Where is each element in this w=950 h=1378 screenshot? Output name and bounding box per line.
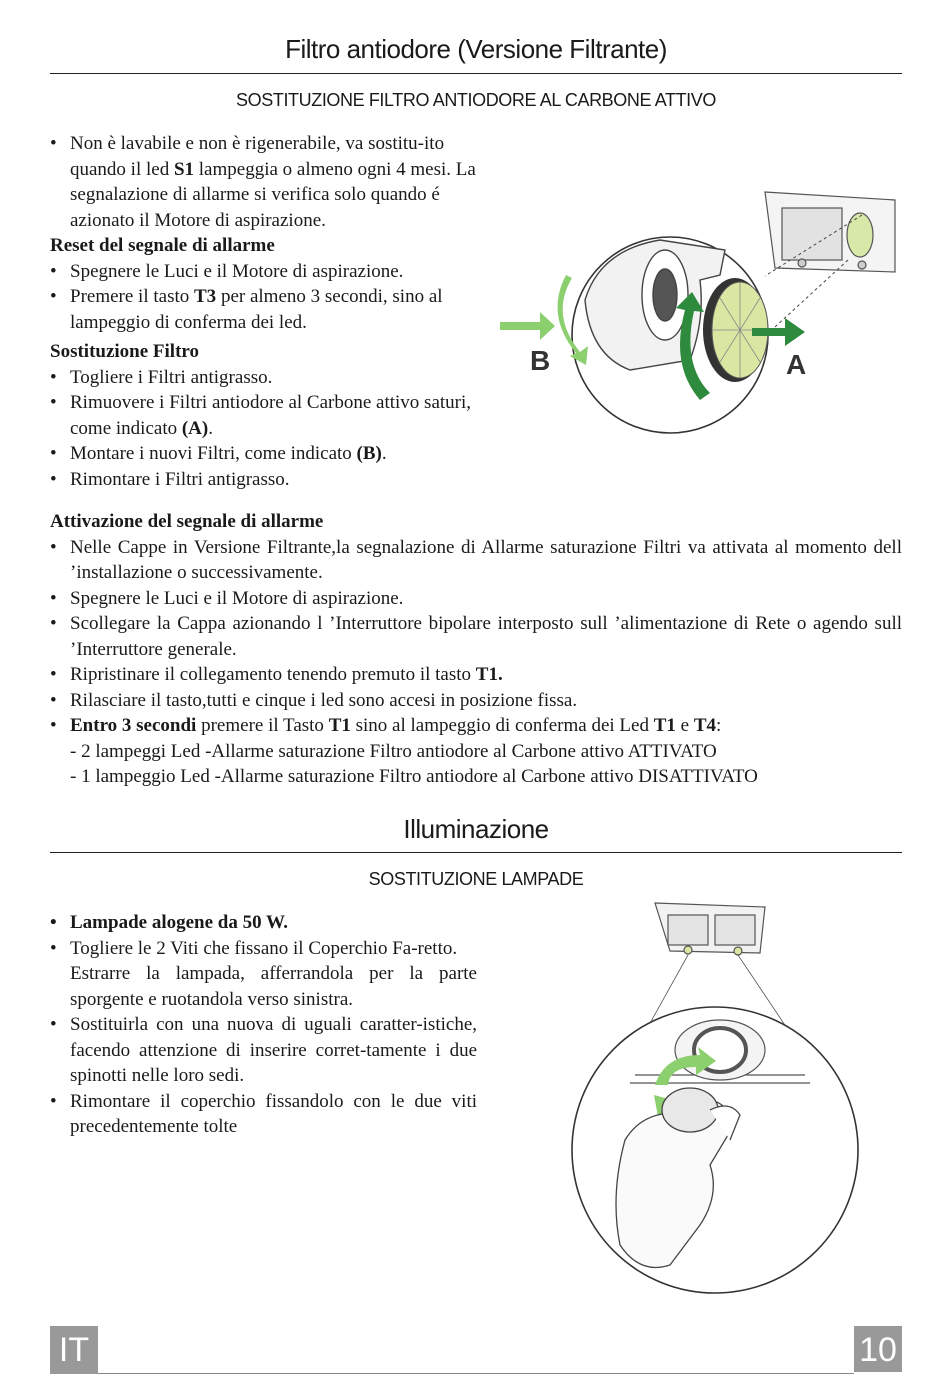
activate-list (50, 535, 902, 739)
label-a: A (786, 349, 807, 380)
list-item: • Ripristinare il collegamento tenendo premuto il tasto T1. (50, 662, 902, 688)
filter-replacement-illustration (490, 180, 910, 450)
lamp-replacement-illustration (570, 895, 870, 1300)
status-line-activated: - 2 lampeggi Led -Allarme saturazione Filtro antiodore al Carbone attivo ATTIVATO (70, 740, 717, 762)
activate-heading: Attivazione del segnale di allarme (50, 511, 324, 532)
lighting-list (50, 910, 477, 1140)
list-item: • Premere il tasto T3 per almeno 3 secondi, sino al lampeggio di conferma dei led. (50, 284, 477, 335)
list-item: • Spegnere le Luci e il Motore di aspirazione. (50, 259, 477, 285)
section-subtitle-lighting: SOSTITUZIONE LAMPADE (368, 869, 584, 889)
list-item: • Sostituirla con una nuova di uguali caratter-istiche, facendo attenzione di inserire corret-tamente i due spinotti nelle loro sedi. (50, 1012, 477, 1089)
status-line-deactivated: - 1 lampeggio Led -Allarme saturazione Filtro antiodore al Carbone attivo DISATTIVATO (70, 766, 758, 787)
section-rule (50, 852, 902, 853)
hood-bottom-icon (655, 903, 765, 955)
list-item: • Scollegare la Cappa azionando l ’Interruttore bipolare interposto sull ’alimentazione di Rete o agendo sull ’Interruttore generale. (50, 611, 902, 662)
section-rule (50, 73, 902, 74)
intro-list (50, 131, 477, 233)
list-item: • Lampade alogene da 50 W. (50, 910, 477, 936)
filter-instructions (50, 131, 477, 492)
list-item: • Rimontare il coperchio fissandolo con le due viti precedentemente tolte (50, 1089, 477, 1140)
activation-instructions (50, 509, 902, 790)
footer-rule (98, 1373, 854, 1374)
language-badge: IT (50, 1326, 98, 1374)
list-item: • Nelle Cappe in Versione Filtrante,la segnalazione di Allarme saturazione Filtri va attivata al momento dell ’installazione o successivamente. (50, 535, 902, 586)
page-number: 10 (854, 1326, 902, 1372)
label-b: B (530, 345, 551, 376)
intro-item: • Non è lavabile e non è rigenerabile, va sostitu-ito quando il led S1 lampeggia o almeno ogni 4 mesi. La segnalazione di allarme si verifica solo quando é azionato il Motore di aspirazione. (50, 131, 477, 233)
reset-heading: Reset del segnale di allarme (50, 235, 275, 256)
list-item: • Spegnere le Luci e il Motore di aspirazione. (50, 586, 902, 612)
section-title-lighting: Illuminazione (403, 814, 549, 844)
list-item: • Rilasciare il tasto,tutti e cinque i led sono accesi in posizione fissa. (50, 688, 902, 714)
replace-heading: Sostituzione Filtro (50, 341, 200, 362)
list-item: • Montare i nuovi Filtri, come indicato (B). (50, 441, 477, 467)
hood-icon (765, 192, 895, 272)
insert-arrow-icon (500, 312, 555, 340)
list-item: • Togliere le 2 Viti che fissano il Coperchio Fa-retto. Estrarre la lampada, afferrandola per la parte sporgente e ruotandola verso sinistra. (50, 936, 477, 1013)
list-item: • Rimuovere i Filtri antiodore al Carbone attivo saturi, come indicato (A). (50, 390, 477, 441)
list-item: • Entro 3 secondi premere il Tasto T1 sino al lampeggio di conferma dei Led T1 e T4: (50, 713, 902, 739)
reset-list (50, 259, 477, 336)
section-subtitle-filter: SOSTITUZIONE FILTRO ANTIODORE AL CARBONE ATTIVO (236, 90, 716, 110)
section-title-filter: Filtro antiodore (Versione Filtrante) (285, 34, 667, 64)
list-item: • Rimontare i Filtri antigrasso. (50, 467, 477, 493)
list-item: • Togliere i Filtri antigrasso. (50, 365, 477, 391)
lighting-instructions (50, 910, 477, 1140)
replace-list (50, 365, 477, 493)
